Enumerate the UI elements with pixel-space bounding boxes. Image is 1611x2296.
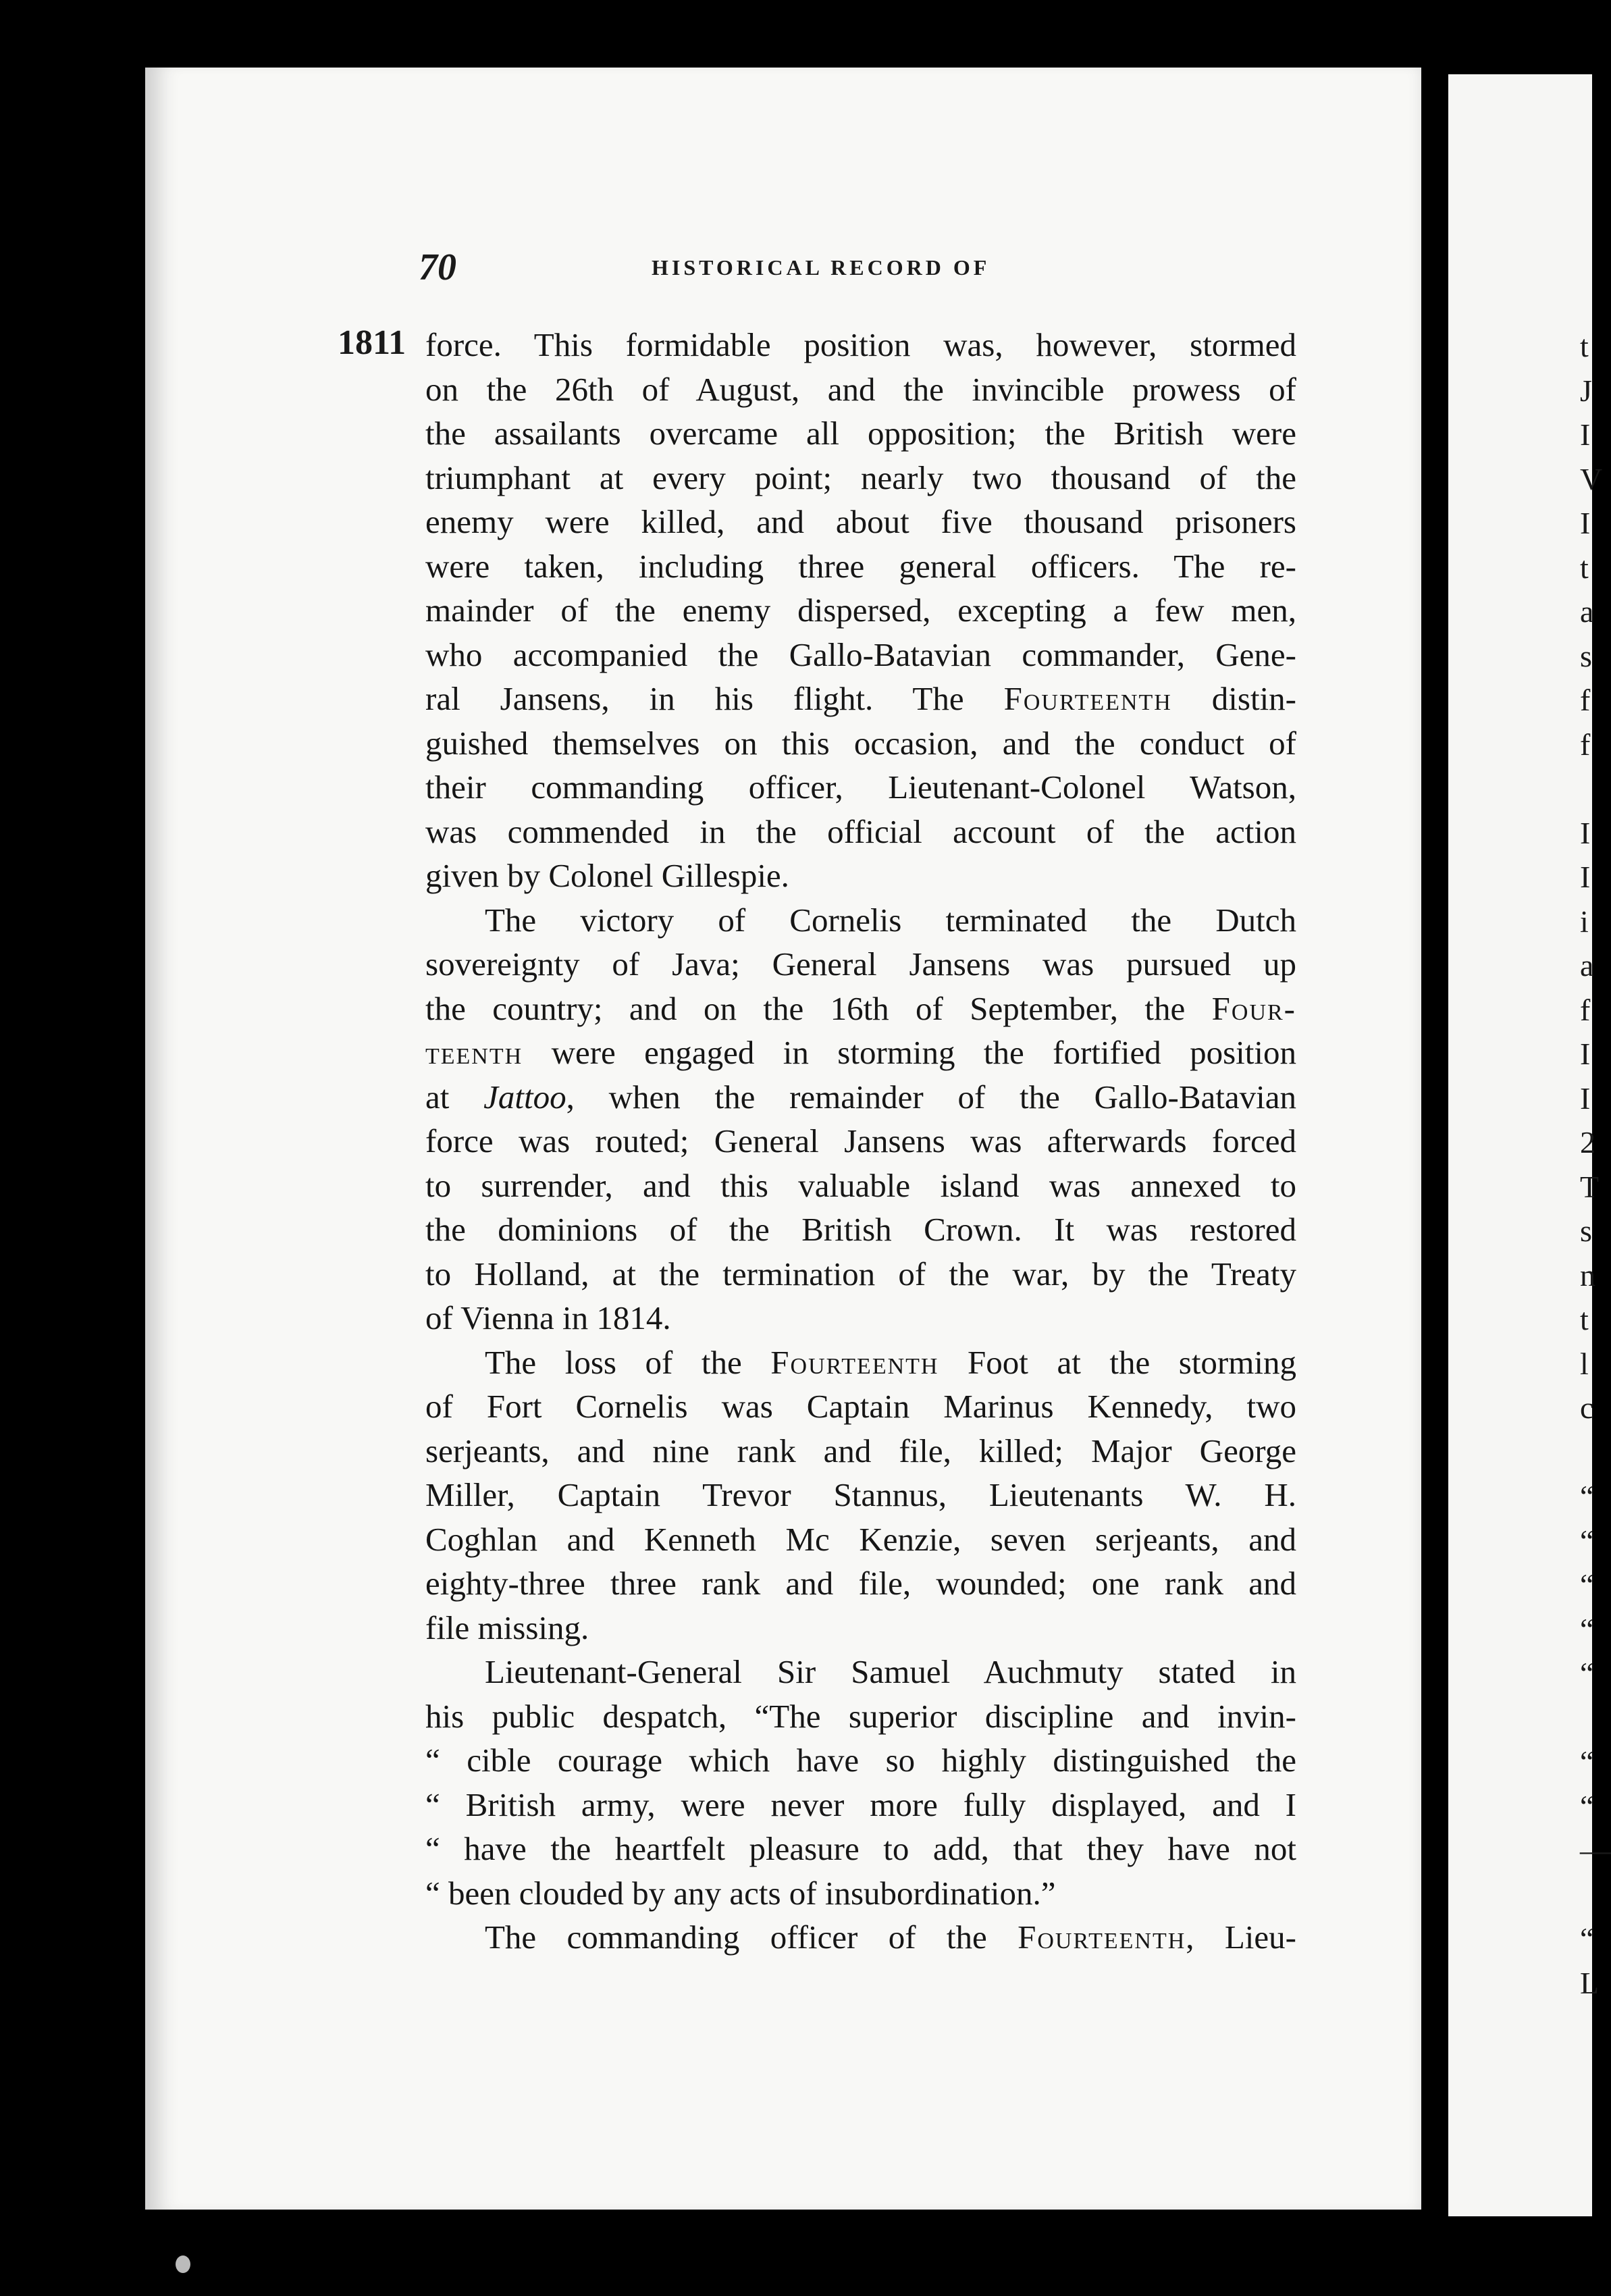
facing-fragment: L — [1580, 1965, 1600, 2000]
facing-fragment: — — [1580, 1833, 1611, 1867]
text-line: to Holland, at the termination of the war, by the Treaty — [425, 1255, 1296, 1293]
facing-fragment: l — [1580, 1346, 1589, 1381]
running-header-title: HISTORICAL RECORD OF — [652, 255, 991, 280]
text-line: “ been clouded by any acts of insubordination.” — [425, 1874, 1056, 1912]
text-line: “ British army, were never more fully displayed, and I — [425, 1785, 1296, 1823]
text-line: Coghlan and Kenneth Mc Kenzie, seven serjeants, and — [425, 1520, 1296, 1558]
facing-fragment — [1580, 1873, 1592, 1917]
facing-fragment: 2 — [1580, 1125, 1595, 1159]
text-line: force was routed; General Jansens was afterwards forced — [425, 1122, 1296, 1159]
text-line: eighty-three three rank and file, wounded; one rank and — [425, 1565, 1296, 1602]
facing-fragment: “ — [1580, 1656, 1594, 1690]
text-line: triumphant at every point; nearly two thousand of the — [425, 459, 1296, 496]
margin-year: 1811 — [338, 323, 406, 362]
facing-fragment: I — [1580, 815, 1591, 850]
text-line: enemy were killed, and about five thousand prisoners — [425, 503, 1296, 540]
text-line: mainder of the enemy dispersed, excepting a few men, — [425, 592, 1296, 629]
facing-fragment: I — [1580, 417, 1591, 452]
facing-fragment: “ — [1580, 1611, 1594, 1646]
facing-fragment: “ — [1580, 1479, 1594, 1513]
text-line: was commended in the official account of the action — [425, 812, 1296, 850]
text-line: Lieutenant-General Sir Samuel Auchmuty stated in — [485, 1653, 1296, 1690]
text-line: The commanding officer of the Fourteenth, Lieu- — [485, 1919, 1296, 1956]
text-line: guished themselves on this occasion, and the conduct of — [425, 724, 1296, 762]
text-line: his public despatch, “The superior discipline and invin- — [425, 1697, 1296, 1735]
facing-fragment: f — [1580, 727, 1591, 762]
facing-fragment: t — [1580, 1302, 1589, 1336]
body-text — [425, 323, 1296, 1960]
text-line: “ cible courage which have so highly distinguished the — [425, 1742, 1296, 1779]
facing-fragment: n — [1580, 1257, 1595, 1293]
text-line: their commanding officer, Lieutenant-Colonel Watson, — [425, 768, 1296, 806]
facing-fragment: I — [1580, 506, 1591, 540]
text-line: Miller, Captain Trevor Stannus, Lieutenants W. H. — [425, 1476, 1296, 1513]
facing-fragment: t — [1580, 550, 1589, 585]
facing-fragment: I — [1580, 860, 1591, 894]
text-line: were taken, including three general officers. The re- — [425, 547, 1296, 585]
facing-fragment: s — [1580, 638, 1592, 673]
text-line: ral Jansens, in his flight. The Fourteenth distin- — [425, 680, 1296, 717]
text-line: of Fort Cornelis was Captain Marinus Kennedy, two — [425, 1388, 1296, 1425]
text-line: the country; and on the 16th of September, the Four- — [425, 989, 1296, 1027]
scan-speck — [176, 2255, 190, 2273]
text-line: The loss of the Fourteenth Foot at the storming — [485, 1343, 1296, 1381]
text-line: file missing. — [425, 1609, 589, 1646]
facing-fragment: “ — [1580, 1523, 1594, 1558]
facing-fragment: c — [1580, 1390, 1594, 1425]
page-number: 70 — [419, 246, 456, 288]
text-line: given by Colonel Gillespie. — [425, 857, 789, 894]
facing-fragment: V — [1580, 461, 1603, 496]
text-line: “ have the heartfelt pleasure to add, that they have not — [425, 1830, 1296, 1867]
facing-fragment — [1580, 766, 1592, 811]
facing-fragment: I — [1580, 1037, 1591, 1071]
facing-fragment — [1580, 1696, 1592, 1740]
facing-fragment: s — [1580, 1214, 1592, 1248]
facing-fragment: “ — [1580, 1744, 1594, 1779]
facing-page-text-fragments — [1580, 324, 1611, 2005]
text-line: serjeants, and nine rank and file, killed; Major George — [425, 1432, 1296, 1469]
facing-fragment: J — [1580, 373, 1592, 408]
facing-fragment: i — [1580, 904, 1589, 939]
facing-fragment: a — [1580, 948, 1594, 983]
facing-page-edge — [1448, 74, 1611, 2216]
text-line: at Jattoo, when the remainder of the Gallo-Batavian — [425, 1078, 1296, 1116]
facing-fragment: T — [1580, 1169, 1600, 1204]
facing-fragment: f — [1580, 683, 1591, 717]
text-line: force. This formidable position was, however, stormed — [425, 326, 1296, 363]
facing-fragment: “ — [1580, 1788, 1594, 1823]
facing-fragment: t — [1580, 329, 1589, 363]
facing-fragment: “ — [1580, 1567, 1594, 1602]
text-line: the dominions of the British Crown. It was restored — [425, 1211, 1296, 1248]
text-line: of Vienna in 1814. — [425, 1299, 671, 1336]
text-line: on the 26th of August, and the invincible prowess of — [425, 370, 1296, 408]
facing-fragment — [1580, 1430, 1592, 1475]
text-line: teenth were engaged in storming the fortified position — [425, 1034, 1296, 1071]
text-line: sovereignty of Java; General Jansens was pursued up — [425, 945, 1296, 983]
text-line: the assailants overcame all opposition; the British were — [425, 415, 1296, 452]
facing-fragment: I — [1580, 1080, 1591, 1116]
text-line: who accompanied the Gallo-Batavian commander, Gene- — [425, 635, 1296, 673]
facing-fragment: f — [1580, 992, 1591, 1027]
facing-fragment: “ — [1580, 1921, 1594, 1956]
text-line: to surrender, and this valuable island was annexed to — [425, 1166, 1296, 1204]
facing-fragment: a — [1580, 594, 1594, 629]
text-line: The victory of Cornelis terminated the Dutch — [485, 901, 1296, 939]
